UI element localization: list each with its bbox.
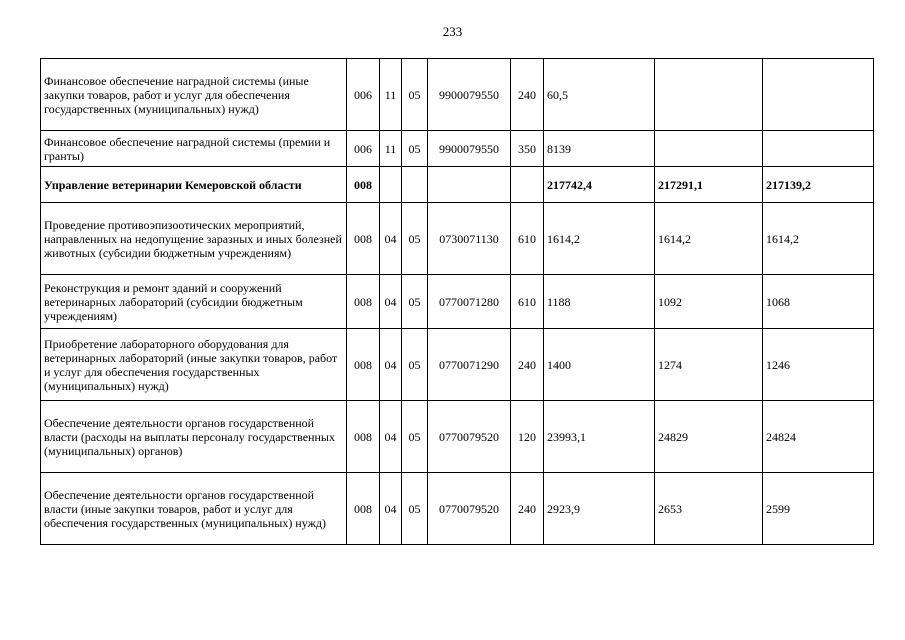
amount-year3-cell: 1246 <box>763 329 874 401</box>
target-article-cell: 0770079520 <box>428 473 511 545</box>
subsection-code-cell <box>402 167 428 203</box>
section-code-cell: 04 <box>380 329 402 401</box>
amount-year1-cell: 217742,4 <box>544 167 655 203</box>
expense-type-cell: 240 <box>511 59 544 131</box>
amount-year2-cell: 1614,2 <box>655 203 763 275</box>
expense-type-cell: 350 <box>511 131 544 167</box>
amount-year1-cell: 1400 <box>544 329 655 401</box>
amount-year2-cell <box>655 131 763 167</box>
row-name-cell: Обеспечение деятельности органов государственной власти (иные закупки товаров, работ и услуг для обеспечения государственных (муниципальных) нужд) <box>41 473 347 545</box>
expense-type-cell: 240 <box>511 329 544 401</box>
section-code-cell: 04 <box>380 203 402 275</box>
section-code-cell: 04 <box>380 275 402 329</box>
amount-year3-cell: 2599 <box>763 473 874 545</box>
row-name-cell: Управление ветеринарии Кемеровской области <box>41 167 347 203</box>
ministry-code-cell: 008 <box>347 329 380 401</box>
target-article-cell: 0770071290 <box>428 329 511 401</box>
amount-year3-cell: 24824 <box>763 401 874 473</box>
ministry-code-cell: 006 <box>347 59 380 131</box>
subsection-code-cell: 05 <box>402 329 428 401</box>
amount-year2-cell: 1092 <box>655 275 763 329</box>
row-name-cell: Обеспечение деятельности органов государственной власти (расходы на выплаты персоналу государственных (муниципальных) органов) <box>41 401 347 473</box>
subsection-code-cell: 05 <box>402 275 428 329</box>
section-code-cell <box>380 167 402 203</box>
table-row <box>41 203 874 275</box>
amount-year2-cell: 2653 <box>655 473 763 545</box>
amount-year2-cell: 217291,1 <box>655 167 763 203</box>
ministry-code-cell: 006 <box>347 131 380 167</box>
row-name-cell: Реконструкция и ремонт зданий и сооружений ветеринарных лабораторий (субсидии бюджетным учреждениям) <box>41 275 347 329</box>
expense-type-cell: 610 <box>511 275 544 329</box>
table-row <box>41 59 874 131</box>
row-name-cell: Приобретение лабораторного оборудования для ветеринарных лабораторий (иные закупки товаров, работ и услуг для обеспечения государственных (муниципальных) нужд) <box>41 329 347 401</box>
table-row <box>41 131 874 167</box>
expense-type-cell: 120 <box>511 401 544 473</box>
ministry-code-cell: 008 <box>347 401 380 473</box>
amount-year2-cell: 1274 <box>655 329 763 401</box>
row-name-cell: Финансовое обеспечение наградной системы (премии и гранты) <box>41 131 347 167</box>
table-row <box>41 275 874 329</box>
page-number: 233 <box>442 24 463 39</box>
subsection-code-cell: 05 <box>402 203 428 275</box>
row-name-cell: Проведение противоэпизоотических мероприятий, направленных на недопущение заразных и иных болезней животных (субсидии бюджетным учреждениям) <box>41 203 347 275</box>
subsection-code-cell: 05 <box>402 131 428 167</box>
section-code-cell: 04 <box>380 401 402 473</box>
table-row <box>41 167 874 203</box>
target-article-cell: 0770079520 <box>428 401 511 473</box>
section-code-cell: 11 <box>380 59 402 131</box>
amount-year3-cell: 1068 <box>763 275 874 329</box>
amount-year2-cell <box>655 59 763 131</box>
amount-year1-cell: 1614,2 <box>544 203 655 275</box>
amount-year1-cell: 2923,9 <box>544 473 655 545</box>
amount-year3-cell: 1614,2 <box>763 203 874 275</box>
expense-type-cell <box>511 167 544 203</box>
table-row <box>41 329 874 401</box>
amount-year1-cell: 1188 <box>544 275 655 329</box>
table-row <box>41 473 874 545</box>
expense-type-cell: 610 <box>511 203 544 275</box>
amount-year3-cell <box>763 131 874 167</box>
ministry-code-cell: 008 <box>347 275 380 329</box>
target-article-cell: 0730071130 <box>428 203 511 275</box>
ministry-code-cell: 008 <box>347 203 380 275</box>
subsection-code-cell: 05 <box>402 473 428 545</box>
amount-year3-cell: 217139,2 <box>763 167 874 203</box>
expense-type-cell: 240 <box>511 473 544 545</box>
section-code-cell: 11 <box>380 131 402 167</box>
amount-year1-cell: 8139 <box>544 131 655 167</box>
subsection-code-cell: 05 <box>402 401 428 473</box>
amount-year3-cell <box>763 59 874 131</box>
row-name-cell: Финансовое обеспечение наградной системы (иные закупки товаров, работ и услуг для обеспечения государственных (муниципальных) нужд) <box>41 59 347 131</box>
target-article-cell: 9900079550 <box>428 59 511 131</box>
ministry-code-cell: 008 <box>347 473 380 545</box>
subsection-code-cell: 05 <box>402 59 428 131</box>
target-article-cell: 0770071280 <box>428 275 511 329</box>
target-article-cell <box>428 167 511 203</box>
budget-table <box>40 58 874 545</box>
ministry-code-cell: 008 <box>347 167 380 203</box>
table-row <box>41 401 874 473</box>
target-article-cell: 9900079550 <box>428 131 511 167</box>
section-code-cell: 04 <box>380 473 402 545</box>
amount-year2-cell: 24829 <box>655 401 763 473</box>
amount-year1-cell: 60,5 <box>544 59 655 131</box>
amount-year1-cell: 23993,1 <box>544 401 655 473</box>
